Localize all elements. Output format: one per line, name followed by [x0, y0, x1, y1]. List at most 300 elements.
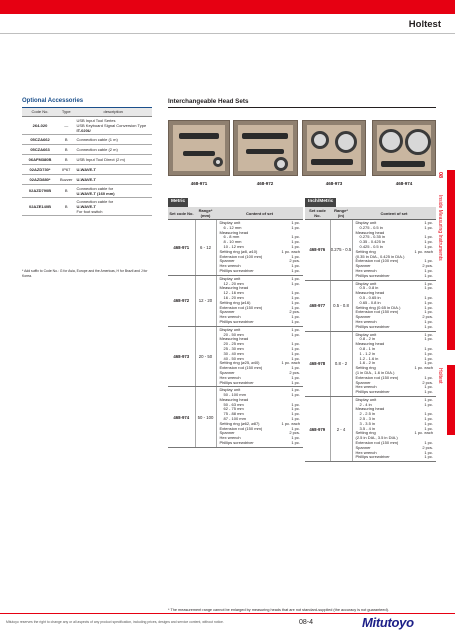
- acc-row: [22, 134, 152, 144]
- set-range: 0.275 - 0.5: [330, 220, 352, 281]
- set-code: 468-974: [168, 387, 195, 448]
- inch-header-content: Content of set: [352, 207, 436, 220]
- set-item-qty: 1 pc.: [291, 350, 300, 356]
- set-item-name: Measuring head: [219, 229, 249, 235]
- set-range: 0.5 - 0.8: [330, 280, 352, 331]
- set-item-qty: 1 pc.: [291, 355, 300, 361]
- set-item-qty: 1 pc.: [291, 406, 300, 412]
- set-item-name: Hex wrench: [219, 435, 241, 441]
- footnote: * The measurement range cannot be enlarged by measuring heads that are not standard-supplied (the accuracy is not guaranteed).: [168, 608, 389, 612]
- set-item-name: Measuring head: [219, 336, 249, 342]
- acc-type: B: [58, 184, 74, 197]
- set-item-qty: 1 pc.: [424, 420, 433, 426]
- accessories-table: [22, 108, 152, 216]
- photo-468-972: [233, 120, 298, 176]
- set-item-name: Phillips screwdriver: [355, 272, 390, 278]
- acc-code: 05CZA662: [22, 134, 58, 144]
- set-item-qty: 1 pc.: [291, 224, 300, 230]
- acc-row: [22, 184, 152, 197]
- set-item: [356, 455, 434, 460]
- set-item-qty: 1 pc.: [291, 374, 300, 380]
- set-row: [305, 220, 436, 281]
- set-item-name: Display unit: [219, 387, 241, 393]
- set-range: 20 - 50: [195, 326, 216, 387]
- set-item-name: Phillips screwdriver: [219, 440, 254, 446]
- set-item-name: Setting ring: [355, 248, 376, 254]
- set-item: [220, 269, 301, 274]
- set-item-name: Setting ring (ø62, ø87): [219, 420, 260, 426]
- set-item-qty: 1 pc.: [291, 294, 300, 300]
- set-item-name: 16 - 20 mm: [223, 294, 244, 300]
- set-item-name: Setting ring (ø16): [219, 299, 251, 305]
- acc-desc-line: Connection cable (2 m): [76, 146, 118, 152]
- set-row: [305, 280, 436, 331]
- set-item-qty: 1 pc.: [424, 360, 433, 366]
- set-item-name: Setting ring (ø25, ø40): [219, 360, 260, 366]
- set-item-name: Spanner: [355, 444, 371, 450]
- set-item-name: Hex wrench: [355, 318, 377, 324]
- acc-desc: [74, 184, 152, 197]
- set-item-name: 2 - 4 in: [359, 401, 372, 407]
- acc-type: B: [58, 144, 74, 154]
- set-item-name: Extension rod (150 mm): [219, 304, 263, 310]
- set-item-name: Setting ring: [355, 430, 376, 436]
- set-item-qty: 1 pc.: [424, 224, 433, 230]
- acc-desc-line: USB Input Tool Series: [76, 117, 116, 123]
- set-item-qty: 1 pc.: [424, 239, 433, 245]
- set-row: [305, 331, 436, 396]
- set-item-qty: 1 pc.: [291, 263, 300, 269]
- set-item-qty: 1 pc.: [424, 440, 433, 446]
- acc-header-desc: description: [74, 108, 152, 116]
- set-item-name: Extension rod (150 mm): [219, 425, 263, 431]
- set-item-name: 1.2 - 1.6 in: [359, 355, 379, 361]
- acc-row: [22, 164, 152, 174]
- set-item-qty: 2 pcs.: [289, 309, 300, 315]
- set-item-qty: 1 pc.: [291, 365, 300, 371]
- acc-desc-line: USB Input Tool Direct (2 m): [76, 156, 126, 162]
- acc-row: [22, 116, 152, 134]
- set-item-name: Phillips screwdriver: [219, 318, 254, 324]
- photo-label-468-971: 468-971: [190, 181, 208, 186]
- set-item: [356, 274, 434, 279]
- set-item-name: Measuring head: [355, 341, 385, 347]
- set-row: [305, 396, 436, 461]
- header-brand: Holtest: [408, 19, 441, 30]
- set-item-qty: 2 pcs.: [289, 258, 300, 264]
- set-item-qty: 2 pcs.: [422, 314, 433, 320]
- acc-desc: [74, 134, 152, 144]
- set-item-name: 3 - 3.5 in: [359, 420, 376, 426]
- photo-468-971: [168, 120, 230, 176]
- set-item-qty: 1 pc.: [291, 290, 300, 296]
- set-item-qty: 1 pc.: [424, 285, 433, 291]
- set-item-qty: 1 pc.: [424, 280, 433, 286]
- set-code: 468-977: [305, 280, 330, 331]
- set-item-qty: 1 pc.: [291, 425, 300, 431]
- set-item-qty: 1 pc.: [424, 336, 433, 342]
- photo-468-973: [302, 120, 366, 176]
- set-item-qty: 1 pc.: [291, 299, 300, 305]
- set-content: [216, 220, 303, 276]
- acc-desc: [74, 144, 152, 154]
- set-row: [168, 220, 303, 276]
- set-item-qty: 1 pc.: [291, 304, 300, 310]
- set-item-name: 75 - 88 mm: [223, 411, 244, 417]
- acc-desc-line: U-WAVE-T: [76, 166, 96, 172]
- set-item-qty: 1 pc.: [424, 345, 433, 351]
- set-item-qty: 1 pc.: [424, 449, 433, 455]
- set-code: 468-972: [168, 275, 195, 326]
- set-item-qty: 1 pc.: [424, 411, 433, 417]
- set-item-qty: 1 pc.: [424, 396, 433, 402]
- acc-desc-line: Connection cable for: [76, 185, 114, 191]
- set-item-qty: 1 pc.: [424, 299, 433, 305]
- set-item-qty: 1 pc.: [291, 379, 300, 385]
- set-item-name: 0.8 - 1 in: [359, 345, 376, 351]
- set-item-name: Hex wrench: [219, 374, 241, 380]
- set-item-qty: 1 pc.: [291, 267, 300, 273]
- set-item-name: Phillips screwdriver: [219, 267, 254, 273]
- set-row: [168, 275, 303, 326]
- set-item-qty: 1 pc.: [291, 401, 300, 407]
- set-item-name: Display unit: [355, 280, 377, 286]
- top-color-bar: [0, 0, 455, 14]
- acc-type: B: [58, 134, 74, 144]
- set-item-qty: 1 pc.: [424, 401, 433, 407]
- set-item-name: Setting ring (ø8, ø10): [219, 248, 258, 254]
- set-item-qty: 1 pc.: [424, 234, 433, 240]
- set-item-name: 20 - 25 mm: [223, 341, 244, 347]
- set-item-qty: 1 pc.: [424, 318, 433, 324]
- acc-type: B: [58, 197, 74, 215]
- set-item-name: Measuring head: [219, 285, 249, 291]
- set-item-name: Display unit: [219, 220, 241, 225]
- set-item-name: 1 - 1.2 in: [359, 350, 376, 356]
- set-item-qty: 1 pc.: [291, 326, 300, 332]
- set-item-name: Spanner: [355, 263, 371, 269]
- set-item-name: Measuring head: [355, 406, 385, 412]
- inch-body: [305, 220, 436, 462]
- set-content: [352, 396, 436, 461]
- acc-row: [22, 174, 152, 184]
- inch-table: [305, 207, 436, 462]
- acc-code: 02AZD790B: [22, 184, 58, 197]
- header-divider: [0, 33, 455, 34]
- set-item: [220, 441, 301, 446]
- set-item-name: Display unit: [219, 275, 241, 281]
- set-item-name: Measuring head: [355, 229, 385, 235]
- acc-code: 02AZD880*: [22, 174, 58, 184]
- footer-rule: [0, 613, 455, 614]
- set-range: 50 - 100: [195, 387, 216, 448]
- set-item-qty: 1 pc. each: [281, 420, 300, 426]
- set-item-qty: 1 pc.: [424, 355, 433, 361]
- section-number: 08: [437, 172, 443, 179]
- set-item-name: 0.5 - 0.65 in: [359, 294, 381, 300]
- set-item-name: Phillips screwdriver: [355, 323, 390, 329]
- legal-notice: Mitutoyo reserves the right to change any or all aspects of any product specification, including prices, designs and service content, without notice.: [6, 620, 224, 624]
- set-content: [216, 275, 303, 326]
- set-item-name: Hex wrench: [355, 384, 377, 390]
- set-item-name: 0.425 - 0.5 in: [359, 243, 383, 249]
- set-item-name: 0.5 - 0.8 in: [359, 285, 379, 291]
- set-item-qty: 1 pc.: [291, 345, 300, 351]
- set-item-qty: 2 pcs.: [422, 263, 433, 269]
- set-item-qty: 1 pc. each: [281, 360, 300, 366]
- set-item-qty: 1 pc.: [291, 440, 300, 446]
- acc-type: —: [58, 116, 74, 134]
- set-content: [352, 331, 436, 396]
- metric-header-content: Content of set: [216, 207, 303, 220]
- set-item-qty: 1 pc.: [424, 384, 433, 390]
- acc-desc: [74, 164, 152, 174]
- inch-label: Inch/Metric: [305, 198, 336, 207]
- set-item-qty: 1 pc.: [424, 304, 433, 310]
- category-title: Holtest: [437, 368, 443, 384]
- set-item-name: Setting ring: [355, 365, 376, 371]
- set-item-qty: 1 pc.: [424, 331, 433, 337]
- set-item-qty: 1 pc.: [424, 454, 433, 460]
- set-item-qty: 1 pc.: [291, 392, 300, 398]
- set-item-qty: 1 pc.: [291, 314, 300, 320]
- set-item-qty: 1 pc.: [424, 416, 433, 422]
- set-item-name: Spanner: [355, 314, 371, 320]
- set-item-qty: 1 pc.: [291, 239, 300, 245]
- set-item-name: Hex wrench: [219, 263, 241, 269]
- set-item-qty: 2 pcs.: [289, 369, 300, 375]
- set-item-qty: 2 pcs.: [422, 379, 433, 385]
- set-item-name: 12 - 20 mm: [223, 280, 244, 286]
- set-item-name: (1 in DIA., 1.6 in DIA.): [355, 369, 395, 375]
- set-range: 0.8 - 2: [330, 331, 352, 396]
- set-item-name: Phillips screwdriver: [219, 379, 254, 385]
- set-item-name: 62 - 75 mm: [223, 406, 244, 412]
- set-item-qty: 1 pc. each: [281, 248, 300, 254]
- acc-desc: [74, 116, 152, 134]
- inch-header-code: Set code No.: [305, 207, 330, 220]
- acc-desc-line: For foot switch: [76, 208, 103, 214]
- metric-body: [168, 220, 303, 448]
- set-content: [216, 326, 303, 387]
- set-item-name: 0.65 - 0.8 in: [359, 299, 381, 305]
- set-item-name: 30 - 40 mm: [223, 350, 244, 356]
- accessories-title: Optional Accessories: [22, 98, 84, 104]
- set-item-name: 2.5 - 3 in: [359, 416, 376, 422]
- set-item-name: 1.6 - 2 in: [359, 360, 376, 366]
- set-item-name: (2.5 in DIA., 3.5 in DIA.): [355, 435, 398, 441]
- set-item-name: 0.275 - 0.35 in: [359, 234, 386, 240]
- set-item-name: Phillips screwdriver: [355, 389, 390, 395]
- set-item-qty: 1 pc.: [291, 243, 300, 249]
- inch-header-range: Range* (in): [330, 207, 352, 220]
- set-content: [216, 387, 303, 448]
- acc-code: 02AZD730*: [22, 164, 58, 174]
- set-item-qty: 1 pc.: [424, 258, 433, 264]
- set-code: 468-973: [168, 326, 195, 387]
- acc-row: [22, 154, 152, 164]
- acc-desc: [74, 197, 152, 215]
- acc-code: 05CZA663: [22, 144, 58, 154]
- set-item-qty: 1 pc.: [291, 234, 300, 240]
- set-item-qty: 1 pc.: [424, 294, 433, 300]
- set-item-qty: 1 pc. each: [414, 248, 433, 254]
- set-item-qty: 1 pc.: [424, 350, 433, 356]
- set-item-name: Display unit: [355, 396, 377, 402]
- set-item-name: 3.5 - 4 in: [359, 425, 376, 431]
- acc-desc-line: U-WAVE-T: [76, 203, 96, 209]
- set-item: [356, 390, 434, 395]
- set-row: [168, 387, 303, 448]
- set-item-name: Hex wrench: [355, 449, 377, 455]
- set-item-name: Measuring head: [219, 396, 249, 402]
- set-item-name: 25 - 30 mm: [223, 345, 244, 351]
- set-item-qty: 1 pc.: [424, 425, 433, 431]
- metric-header-range: Range* (mm): [195, 207, 216, 220]
- set-item-qty: 1 pc.: [291, 318, 300, 324]
- set-item-qty: 1 pc.: [291, 331, 300, 337]
- set-item-qty: 1 pc.: [291, 416, 300, 422]
- set-range: 2 - 4: [330, 396, 352, 461]
- set-item: [220, 381, 301, 386]
- set-item-name: Display unit: [355, 331, 377, 337]
- set-range: 6 - 12: [195, 220, 216, 276]
- page-number: 08-4: [299, 619, 314, 626]
- photo-label-468-973: 468-973: [325, 181, 343, 186]
- set-item-name: Measuring head: [355, 290, 385, 296]
- set-item-name: 0.275 - 0.5 in: [359, 224, 383, 230]
- set-item-name: 87 - 100 mm: [223, 416, 246, 422]
- set-item-name: 0.8 - 2 in: [359, 336, 376, 342]
- photo-468-974: [372, 120, 436, 176]
- sets-title: Interchangeable Head Sets: [168, 98, 249, 105]
- set-item-name: Extension rod (150 mm): [219, 365, 263, 371]
- side-tab-section: [447, 170, 455, 350]
- set-code: 468-978: [305, 331, 330, 396]
- metric-table: [168, 207, 303, 448]
- set-item-qty: 1 pc.: [291, 253, 300, 259]
- set-item-name: Extension rod (100 mm): [219, 253, 263, 259]
- set-item-name: Extension rod (100 mm): [355, 258, 399, 264]
- accessories-body: [22, 116, 152, 215]
- set-row: [168, 326, 303, 387]
- acc-desc-line: Connection cable for: [76, 198, 114, 204]
- set-item-name: Extension rod (150 mm): [355, 309, 399, 315]
- set-item-name: 20 - 50 mm: [223, 331, 244, 337]
- set-item-qty: 1 pc.: [424, 220, 433, 225]
- set-item-name: Display unit: [219, 326, 241, 332]
- set-item-name: Phillips screwdriver: [355, 454, 390, 460]
- acc-desc: [74, 154, 152, 164]
- acc-header-type: Type: [58, 108, 74, 116]
- set-item-name: 2 - 2.5 in: [359, 411, 376, 417]
- acc-type: B: [58, 154, 74, 164]
- set-item-qty: 1 pc.: [291, 341, 300, 347]
- set-item-name: Hex wrench: [219, 314, 241, 320]
- set-item-name: 50 - 100 mm: [223, 392, 246, 398]
- set-item-name: 0.35 - 0.425 in: [359, 239, 386, 245]
- set-item-name: Setting ring (0.65 in DIA.): [355, 304, 401, 310]
- set-item-name: Spanner: [219, 430, 235, 436]
- acc-header-code: Code No.: [22, 108, 58, 116]
- acc-code: 264-020: [22, 116, 58, 134]
- acc-type: Buzzer: [58, 174, 74, 184]
- set-item-name: 40 - 50 mm: [223, 355, 244, 361]
- set-item-qty: 1 pc.: [291, 275, 300, 281]
- set-content: [352, 280, 436, 331]
- set-item-qty: 1 pc. each: [414, 365, 433, 371]
- set-item-name: 6 - 8 mm: [223, 234, 240, 240]
- acc-desc-line: IT-020U: [76, 127, 91, 133]
- set-item-name: 12 - 16 mm: [223, 290, 244, 296]
- set-item-qty: 2 pcs.: [289, 430, 300, 436]
- set-item-qty: 1 pc.: [291, 411, 300, 417]
- set-code: 468-976: [305, 220, 330, 281]
- acc-code: 02AZE140B: [22, 197, 58, 215]
- acc-desc-line: Connection cable (1 m): [76, 136, 118, 142]
- set-content: [352, 220, 436, 281]
- set-item-name: Extension rod (150 mm): [355, 440, 399, 446]
- mitutoyo-logo: Mitutoyo: [362, 615, 414, 630]
- set-item-qty: 1 pc. each: [414, 430, 433, 436]
- set-range: 12 - 20: [195, 275, 216, 326]
- set-item-name: Display unit: [355, 220, 377, 225]
- set-item-qty: 1 pc.: [291, 220, 300, 225]
- section-title: Inside Measuring Instruments: [437, 195, 443, 261]
- side-tab-category: [447, 365, 455, 435]
- set-item-qty: 1 pc.: [424, 309, 433, 315]
- photo-label-468-974: 468-974: [395, 181, 413, 186]
- set-item-name: Spanner: [355, 379, 371, 385]
- accessories-note: * Add suffix to Code No.: G for Asia, Europe and the Americas, H for Brazil and J for Korea.: [22, 269, 148, 278]
- metric-label: Metric: [168, 198, 188, 207]
- set-item-qty: 1 pc.: [424, 323, 433, 329]
- set-code: 468-979: [305, 396, 330, 461]
- set-item-qty: 1 pc.: [424, 272, 433, 278]
- set-item-qty: 1 pc.: [424, 389, 433, 395]
- set-item-name: Extension rod (150 mm): [355, 374, 399, 380]
- set-item-name: Spanner: [219, 309, 235, 315]
- set-item-name: 10 - 12 mm: [223, 243, 244, 249]
- set-item-name: 6 - 12 mm: [223, 224, 242, 230]
- acc-row: [22, 197, 152, 215]
- set-code: 468-971: [168, 220, 195, 276]
- acc-type: IP67: [58, 164, 74, 174]
- acc-desc: [74, 174, 152, 184]
- set-item-qty: 1 pc.: [291, 435, 300, 441]
- acc-desc-line: U-WAVE-T (160 mm): [76, 190, 115, 196]
- photo-label-468-972: 468-972: [256, 181, 274, 186]
- set-item: [220, 320, 301, 325]
- set-item-qty: 1 pc.: [291, 387, 300, 393]
- acc-desc-line: USB Keyboard Signal Conversion Type: [76, 122, 147, 128]
- metric-header-code: Set code No.: [168, 207, 195, 220]
- set-item-qty: 1 pc.: [291, 280, 300, 286]
- acc-code: 06AFM380B: [22, 154, 58, 164]
- set-item: [356, 325, 434, 330]
- set-item-qty: 1 pc.: [424, 243, 433, 249]
- set-item-name: Hex wrench: [355, 267, 377, 273]
- acc-row: [22, 144, 152, 154]
- sets-rule: [168, 107, 436, 108]
- set-item-qty: 2 pcs.: [422, 444, 433, 450]
- acc-desc-line: U-WAVE-T: [76, 176, 96, 182]
- set-item-name: (0.35 in DIA., 0.425 in DIA.): [355, 253, 405, 259]
- set-item-name: Spanner: [219, 369, 235, 375]
- set-item-qty: 1 pc.: [424, 374, 433, 380]
- set-item-qty: 1 pc.: [424, 267, 433, 273]
- set-item-name: 8 - 10 mm: [223, 239, 242, 245]
